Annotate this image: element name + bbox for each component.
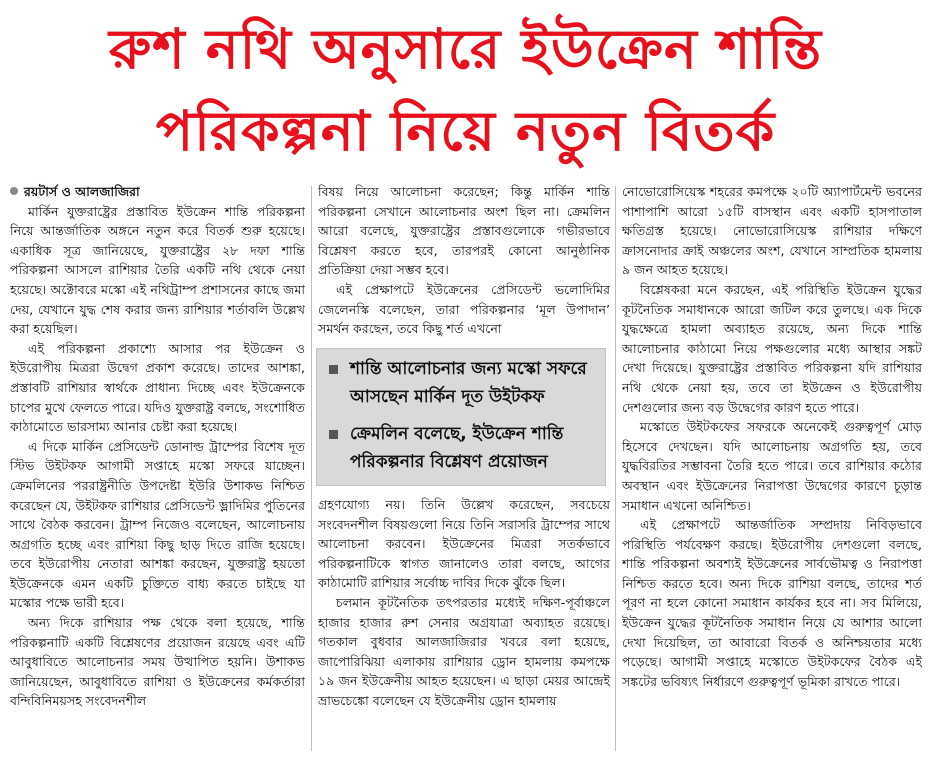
headline-line-2: পরিকল্পনা নিয়ে নতুন বিতর্ক — [155, 99, 776, 163]
pull-quote-box — [316, 348, 606, 486]
byline — [10, 182, 305, 202]
pull-quote-text: ক্রেমলিন বলেছে, ইউক্রেন শান্তি পরিকল্পনার বিশ্লেষণ প্রয়োজন — [350, 424, 564, 472]
headline — [0, 8, 931, 172]
paragraph: এ দিকে মার্কিন প্রেসিডেন্ট ডোনাল্ড ট্রাম্পের বিশেষ দূত স্টিভ উইটকফ আগামী সপ্তাহে মস্কো সফরে যাচ্ছেন। ক্রেমলিনের পররাষ্ট্রনীতি উপদেষ্টা ইউরি উশাকভ নিশ্চিত করেছেন যে, উইটকফ রাশিয়ার প্রেসিডেন্ট ভ্লাদিমির পুতিনের সাথে বৈঠক করবেন। ট্রাম্প নিজেও বলেছেন, আলোচনায় অগ্রগতি হচ্ছে এবং রাশিয়া কিছু ছাড় দিতে রাজি হয়েছে। তবে ইউরোপীয় নেতারা আশঙ্কা করছেন, যুক্তরাষ্ট্র হয়তো ইউক্রেনকে এমন একটি চুক্তিতে বাধ্য করতে চাইছে যা মস্কোর পক্ষে ভারী হবে। — [10, 438, 305, 611]
article-column-3 — [622, 182, 922, 752]
paragraph: এই প্রেক্ষাপটে ইউক্রেনের প্রেসিডেন্ট ভলোদিমির জেলেনস্কি বলেছেন, তারা পরিকল্পনার ‘মূল উপাদান’ সমর্থন করছেন, তবে কিছু শর্ত এখনো — [318, 281, 610, 337]
article-column-2-top — [318, 182, 610, 337]
paragraph: এই পরিকল্পনা প্রকাশ্যে আসার পর ইউক্রেন ও ইউরোপীয় মিত্ররা উদ্বেগ প্রকাশ করেছে। তাদের আশঙ্কা, প্রস্তাবটি রাশিয়ার স্বার্থকে প্রাধান্য দিচ্ছে এবং ইউক্রেনকে চাপের মুখে ফেলতে পারে। যদিও যুক্তরাষ্ট্র বলছে, সংশোধিত কাঠামোতে ভারসাম্য আনার চেষ্টা করা হয়েছে। — [10, 340, 305, 435]
paragraph: বিশ্লেষকরা মনে করছেন, এই পরিস্থিতি ইউক্রেন যুদ্ধের কূটনৈতিক সমাধানকে আরো জটিল করে তুলছে। এক দিকে যুদ্ধক্ষেত্রে হামলা অব্যাহত রয়েছে, অন্য দিকে শান্তি আলোচনার কাঠামো নিয়ে পক্ষগুলোর মধ্যে আস্থার সঙ্কট দেখা দিয়েছে। যুক্তরাষ্ট্রের প্রস্তাবিত পরিকল্পনা যদি রাশিয়ার নথি থেকে নেয়া হয়, তবে তা ইউক্রেন ও ইউরোপীয় দেশগুলোর জন্য বড় উদ্বেগের কারণ হতে পারে। — [622, 281, 922, 415]
paragraph: মস্কোতে উইটকফের সফরকে অনেকেই গুরুত্বপূর্ণ মোড় হিসেবে দেখছেন। যদি আলোচনায় অগ্রগতি হয়, তবে যুদ্ধবিরতির সম্ভাবনা তৈরি হতে পারে। তবে রাশিয়ার কঠোর অবস্থান এবং ইউক্রেনের নিরাপত্তা উদ্বেগের কারণে চূড়ান্ত সমাধান এখনো অনিশ্চিত। — [622, 419, 922, 513]
paragraph: গ্রহণযোগ্য নয়। তিনি উল্লেখ করেছেন, সবচেয়ে সংবেদনশীল বিষয়গুলো নিয়ে তিনি সরাসরি ট্রাম্পের সাথে আলোচনা করবেন। ইউক্রেনের মিত্ররা সতর্কভাবে পরিকল্পনাটিকে স্বাগত জানালেও তারা বলছে, আগের কাঠামোটি রাশিয়ার সর্বোচ্চ দাবির দিকে ঝুঁকে ছিল। — [318, 497, 610, 591]
bullet-dot-icon — [10, 187, 18, 195]
paragraph: এই প্রেক্ষাপটে আন্তর্জাতিক সম্প্রদায় নিবিড়ভাবে পরিস্থিতি পর্যবেক্ষণ করছে। ইউরোপীয় দেশগুলো বলছে, শান্তি পরিকল্পনা অবশ্যই ইউক্রেনের সার্বভৌমত্ব ও নিরাপত্তা নিশ্চিত করতে হবে। অন্য দিকে রাশিয়া বলছে, তাদের শর্ত পূরণ না হলে কোনো সমাধান কার্যকর হবে না। সব মিলিয়ে, ইউক্রেন যুদ্ধের কূটনৈতিক সমাধান নিয়ে যে আশার আলো দেখা দিয়েছিল, তা আবারো বিতর্ক ও অনিশ্চয়তার মধ্যে পড়েছে। আগামী সপ্তাহে মস্কোতে উইটকফের বৈঠক এই সঙ্কটের ভবিষ্যৎ নির্ধারণে গুরুত্বপূর্ণ ভূমিকা রাখতে পারে। — [622, 517, 922, 689]
pull-quote-text: শান্তি আলোচনার জন্য মস্কো সফরে আসছেন মার্কিন দূত উইটকফ — [350, 359, 587, 407]
column-divider — [615, 186, 616, 751]
byline-text: রয়টার্স ও আলজাজিরা — [24, 184, 140, 199]
square-bullet-icon — [329, 430, 338, 439]
column-divider — [311, 186, 312, 751]
paragraph: চলমান কূটনৈতিক তৎপরতার মধ্যেই দক্ষিণ-পূর্বাঞ্চলে হাজার হাজার রুশ সেনার অগ্রযাত্রা অব্যাহত রয়েছে। গতকাল বুধবার আলজাজিরার খবরে বলা হয়েছে, জাপোরিঝিয়া এলাকায় রাশিয়ার ড্রোন হামলায় কমপক্ষে ১৯ জন ইউক্রেনীয় আহত হয়েছেন। এ ছাড়া মেয়র আন্দ্রেই ভ্রাভচেঙ্কো বলেছেন যে ইউক্রেনীয় ড্রোন হামলায় — [318, 594, 610, 708]
paragraph: বিষয় নিয়ে আলোচনা করেছেন; কিন্তু মার্কিন শান্তি পরিকল্পনা সেখানে আলোচনার অংশ ছিল না। ক্রেমলিন আরো বলেছে, যুক্তরাষ্ট্রের প্রস্তাবগুলোকে গভীরভাবে বিশ্লেষণ করতে হবে, তারপরই কোনো আনুষ্ঠানিক প্রতিক্রিয়া দেয়া সম্ভব হবে। — [318, 184, 610, 278]
paragraph: অন্য দিকে রাশিয়ার পক্ষ থেকে বলা হয়েছে, শান্তি পরিকল্পনাটি একটি বিশ্লেষণের প্রয়োজন রয়েছে এবং এটি আবুধাবিতে আলোচনার সময় উত্থাপিত হয়নি। উশাকভ জানিয়েছেন, আবুধাবিতে রাশিয়া ও ইউক্রেনের কর্মকর্তারা বন্দিবিনিময়সহ সংবেদনশীল — [10, 615, 305, 709]
paragraph: নোভোরোসিয়েস্ক শহরের কমপক্ষে ২০টি অ্যাপার্টমেন্ট ভবনের পাশাপাশি আরো ১৫টি বাসস্থান এবং একটি হাসপাতাল ক্ষতিগ্রস্ত হয়েছে। নোভোরোসিয়েস্ক রাশিয়ার দক্ষিণে ক্রাসনোদার ক্রাই অঞ্চলের অংশ, যেখানে সাম্প্রতিক হামলায় ৯ জন আহত হয়েছে। — [622, 184, 922, 278]
pull-quote-item — [327, 420, 595, 476]
pull-quote-item — [327, 355, 595, 411]
square-bullet-icon — [329, 365, 338, 374]
article-column-2-bottom — [318, 495, 610, 753]
paragraph: মার্কিন যুক্তরাষ্ট্রের প্রস্তাবিত ইউক্রেন শান্তি পরিকল্পনা নিয়ে আন্তর্জাতিক অঙ্গনে নতুন করে বিতর্ক শুরু হয়েছে। একাধিক সূত্র জানিয়েছে, যুক্তরাষ্ট্রের ২৮ দফা শান্তি পরিকল্পনা আসলে রাশিয়ার তৈরি একটি নথি থেকে নেয়া হয়েছে। অক্টোবরে মস্কো এই নথিট্রাম্প প্রশাসনের কাছে জমা দেয়, যেখানে যুদ্ধ শেষ করার জন্য রাশিয়ার শর্তাবলি উল্লেখ করা হয়েছিল। — [10, 203, 305, 337]
article-column-1 — [10, 182, 305, 752]
headline-line-1: রুশ নথি অনুসারে ইউক্রেন শান্তি — [108, 17, 823, 81]
